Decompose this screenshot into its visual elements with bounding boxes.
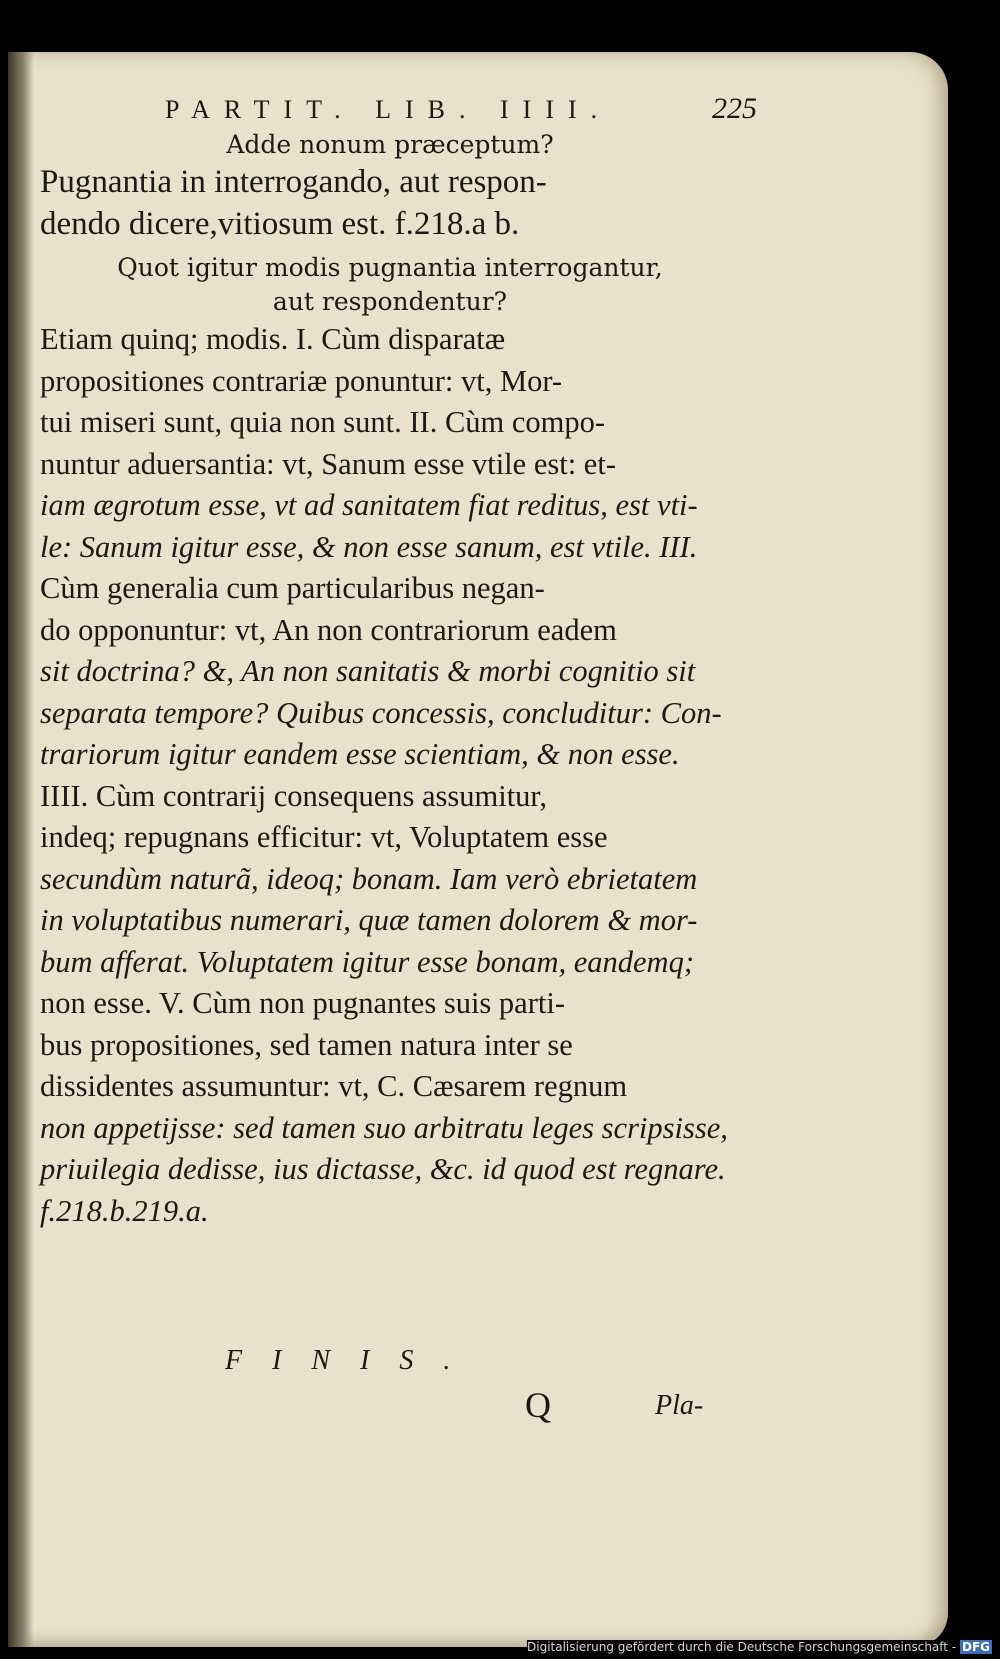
text-line: propositiones contrariæ ponuntur: vt, Mor- — [40, 363, 563, 398]
answer-1 — [40, 162, 740, 245]
text-line: secundùm naturã, ideoq; bonam. Iam verò ebrietatem — [40, 861, 698, 896]
text-line: aut respondentur? — [272, 287, 508, 316]
text-line: bus propositiones, sed tamen natura inter se — [40, 1027, 573, 1062]
credit-text: Digitalisierung gefördert durch die Deutsche Forschungsgemeinschaft - — [527, 1640, 957, 1654]
text-line: trariorum igitur eandem esse scientiam, & non esse. — [40, 737, 680, 771]
body-text — [40, 128, 740, 1232]
running-head: PARTIT. LIB. IIII. — [165, 95, 612, 124]
text-line: IIII. Cùm contrarij consequens assumitur, — [40, 778, 547, 813]
text-line: separata tempore? Quibus concessis, concluditur: Con- — [40, 695, 722, 730]
question-1: Adde nonum præceptum? — [226, 130, 554, 159]
text-line: Pugnantia in interrogando, aut respon- — [40, 164, 547, 200]
text-line: sit doctrina? &, An non sanitatis & morbi cognitio sit — [40, 654, 696, 688]
catchword: Pla- — [655, 1390, 704, 1421]
text-line: f.218.b.219.a. — [40, 1193, 209, 1228]
signature-mark: Q — [525, 1385, 551, 1425]
text-line: do opponuntur: vt, An non contrariorum eadem — [40, 612, 617, 647]
dfg-logo: DFG — [961, 1640, 990, 1654]
text-line: indeq; repugnans efficitur: vt, Voluptatem esse — [40, 820, 608, 854]
text-line: bum afferat. Voluptatem igitur esse bonam, eandemq; — [40, 944, 694, 979]
page-gutter — [8, 52, 34, 1647]
answer-2 — [40, 319, 740, 1232]
text-line: le: Sanum igitur esse, & non esse sanum, est vtile. III. — [40, 529, 698, 564]
text-line: Etiam quinq; modis. I. Cùm disparatæ — [40, 322, 506, 356]
question-2 — [40, 251, 740, 319]
finis: FINIS. — [225, 1345, 481, 1376]
text-line: dissidentes assumuntur: vt, C. Cæsarem regnum — [40, 1069, 628, 1103]
text-line: priuilegia dedisse, ius dictasse, &c. id quod est regnare. — [40, 1152, 726, 1186]
text-line: in voluptatibus numerari, quæ tamen dolorem & mor- — [40, 903, 698, 937]
page-number: 225 — [712, 92, 757, 125]
text-line: iam ægrotum esse, vt ad sanitatem fiat reditus, est vti- — [40, 488, 698, 522]
text-line: non esse. V. Cùm non pugnantes suis parti- — [40, 986, 565, 1020]
text-line: nuntur aduersantia: vt, Sanum esse vtile est: et- — [40, 446, 616, 481]
text-line: Quot igitur modis pugnantia interrogantur, — [117, 253, 663, 282]
text-line: tui miseri sunt, quia non sunt. II. Cùm compo- — [40, 405, 606, 439]
footer-credit — [527, 1640, 992, 1654]
text-line: Cùm generalia cum particularibus negan- — [40, 571, 545, 605]
text-line: non appetijsse: sed tamen suo arbitratu leges scripsisse, — [40, 1110, 728, 1145]
text-line: dendo dicere,vitiosum est. f.218.a b. — [40, 205, 520, 242]
